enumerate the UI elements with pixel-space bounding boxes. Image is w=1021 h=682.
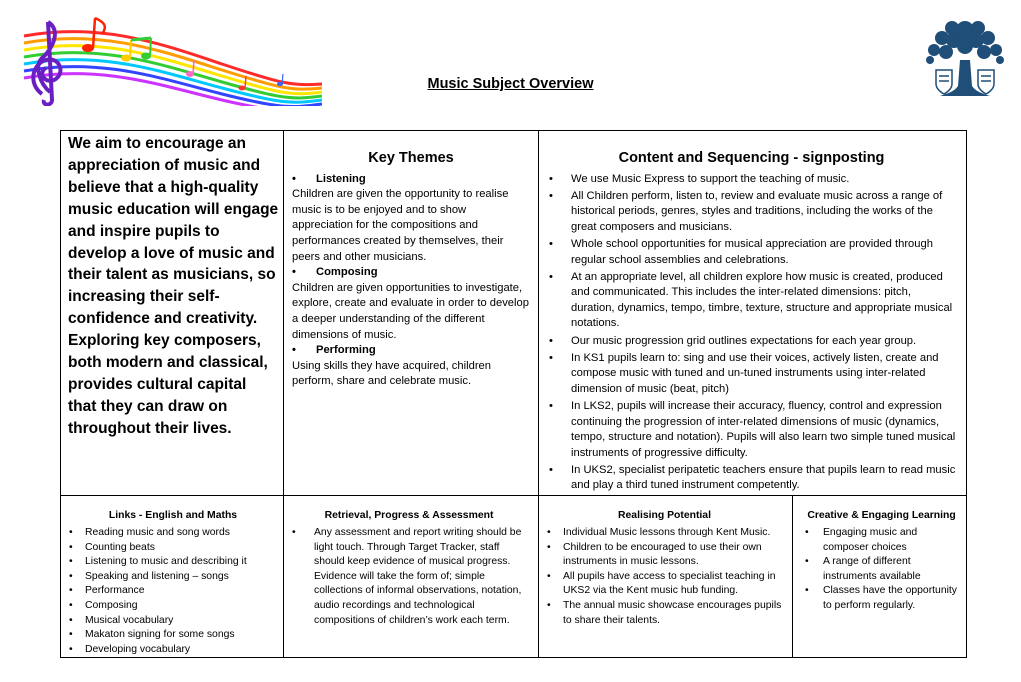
retrieval-list xyxy=(290,526,528,628)
list-item: • All Children perform, listen to, review and evaluate music across a range of historical periods, genres, styles and traditions, including the works of the great composers and musicians. xyxy=(547,189,956,236)
list-item: • Our music progression grid outlines expectations for each year group. xyxy=(547,334,956,350)
retrieval-cell xyxy=(284,496,539,658)
page-title xyxy=(0,76,1021,92)
overview-table xyxy=(60,130,967,658)
content-list xyxy=(547,172,956,494)
list-item: • Performance xyxy=(67,584,279,599)
list-item: • Developing vocabulary xyxy=(67,643,279,658)
composing-label: • Composing xyxy=(292,266,378,279)
list-item: • Composing xyxy=(67,599,279,614)
realising-cell xyxy=(539,496,793,658)
list-item: • Listening to music and describing it xyxy=(67,555,279,570)
list-item: • In LKS2, pupils will increase their accuracy, fluency, control and expression continuing the progression of inter-related dimensions of music (dynamics, tempo, structure and notation). Pupils will also learn two simple tuned musical instruments of progressive difficulty. xyxy=(547,399,956,461)
creative-cell xyxy=(793,496,967,658)
list-item: • The annual music showcase encourages pupils to share their talents. xyxy=(545,599,784,628)
key-themes-cell xyxy=(284,131,539,496)
list-item: • Speaking and listening – songs xyxy=(67,570,279,585)
list-item: • Makaton signing for some songs xyxy=(67,628,279,643)
key-themes-heading: Key Themes xyxy=(368,150,454,166)
list-item: • Children to be encouraged to use their own instruments in music lessons. xyxy=(545,541,784,570)
list-item: • Individual Music lessons through Kent Music. xyxy=(545,526,784,541)
listening-text: Children are given the opportunity to realise music is to be enjoyed and to show appreciation for the compositions and performances created by themselves, their peers and other musicians. xyxy=(292,188,509,263)
realising-list xyxy=(545,526,784,628)
links-heading: Links - English and Maths xyxy=(108,510,238,522)
list-item: • We use Music Express to support the teaching of music. xyxy=(547,172,956,188)
aim-text: We aim to encourage an appreciation of music and believe that a high-quality music education will engage and inspire pupils to develop a love of music and their talent as musicians, so increasing their self-confidence and creativity. Exploring key composers, both modern and classical, provides cultural capital that they can draw on throughout their lives. xyxy=(68,135,279,437)
aim-cell xyxy=(61,131,284,496)
list-item: • In KS1 pupils learn to: sing and use their voices, actively listen, create and compose music with tuned and un-tuned instruments using inter-related dimension of music (beat, pitch) xyxy=(547,351,956,398)
content-heading: Content and Sequencing - signposting xyxy=(618,150,885,166)
list-item: • Reading music and song words xyxy=(67,526,279,541)
list-item: • A range of different instruments available xyxy=(803,555,960,584)
performing-label: • Performing xyxy=(292,344,376,357)
list-item: • All pupils have access to specialist teaching in UKS2 via the Kent music hub funding. xyxy=(545,570,784,599)
page-title-text: Music Subject Overview xyxy=(427,76,594,92)
content-sequencing-cell xyxy=(539,131,967,496)
links-cell xyxy=(61,496,284,658)
performing-text: Using skills they have acquired, children perform, share and celebrate music. xyxy=(292,359,491,388)
composing-label-text: Composing xyxy=(316,266,378,279)
creative-list xyxy=(803,526,960,614)
bottom-row xyxy=(61,496,967,658)
listening-label: • Listening xyxy=(292,172,366,185)
creative-heading: Creative & Engaging Learning xyxy=(807,510,956,522)
list-item: • At an appropriate level, all children explore how music is created, produced and communicated. This includes the inter-related dimensions: pitch, duration, dynamics, tempo, timbre, texture, structure and appropriate musical notations. xyxy=(547,270,956,332)
list-item: • In UKS2, specialist peripatetic teachers ensure that pupils learn to read music and play a third tuned instrument competently. xyxy=(547,463,956,494)
listening-label-text: Listening xyxy=(316,172,366,185)
list-item: • Whole school opportunities for musical appreciation are provided through regular school assemblies and celebrations. xyxy=(547,237,956,268)
list-item: • Counting beats xyxy=(67,541,279,556)
links-list xyxy=(67,526,279,657)
composing-text: Children are given opportunities to investigate, explore, create and evaluate in order to develop a deeper understanding of the different dimensions of music. xyxy=(292,281,529,341)
list-item: • Classes have the opportunity to perform regularly. xyxy=(803,584,960,613)
retrieval-heading: Retrieval, Progress & Assessment xyxy=(324,510,494,522)
list-item: • Musical vocabulary xyxy=(67,614,279,629)
realising-heading: Realising Potential xyxy=(618,510,711,522)
top-row xyxy=(61,131,967,496)
list-item: • Any assessment and report writing should be light touch. Through Target Tracker, staff should keep evidence of musical progress. Evidence will take the form of; simple collections of informal observations, notation, audio recordings and technological compositions of children’s work each term. xyxy=(290,526,528,628)
performing-label-text: Performing xyxy=(316,344,376,357)
music-staff-logo xyxy=(22,14,322,106)
list-item: • Engaging music and composer choices xyxy=(803,526,960,555)
